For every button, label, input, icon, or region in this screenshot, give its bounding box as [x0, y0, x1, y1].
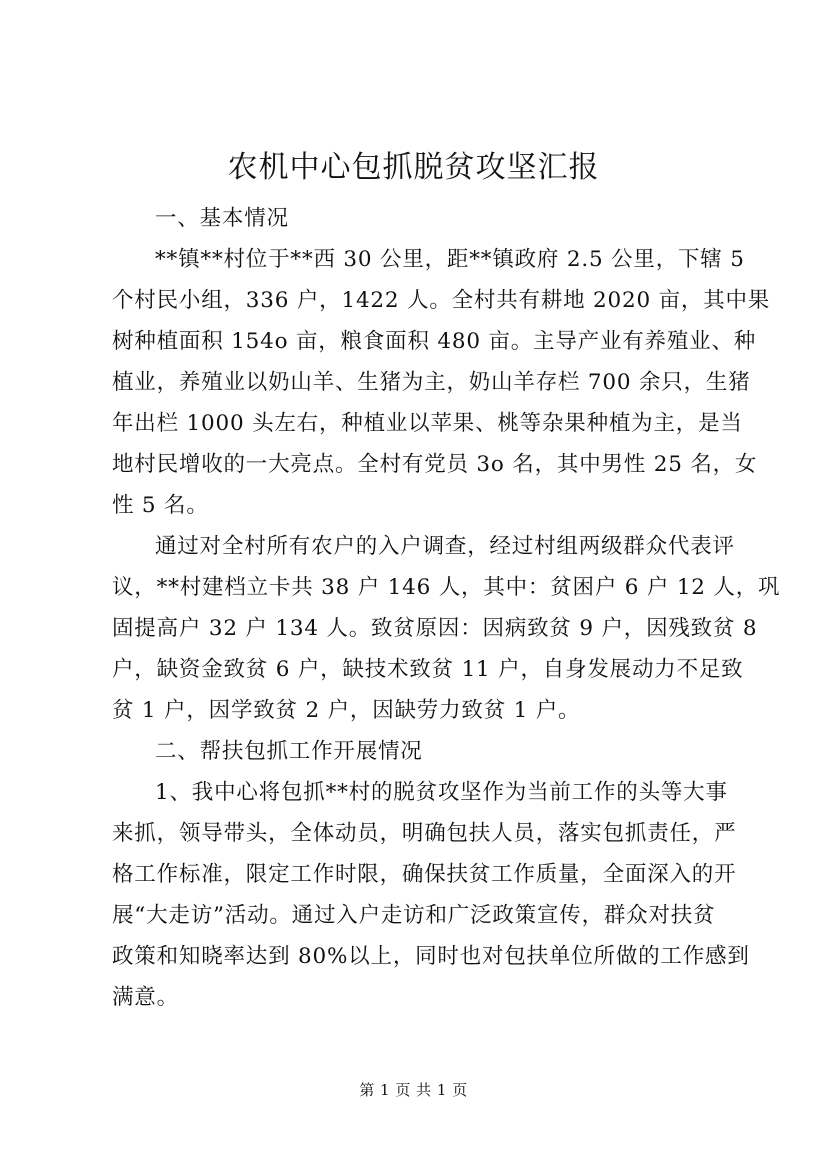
text-line: 展“大走访”活动。通过入户走访和广泛政策宣传，群众对扶贫 — [112, 903, 716, 928]
text-line: 通过对全村所有农户的入户调查，经过村组两级群众代表评 — [155, 534, 735, 559]
text-line: 格工作标准，限定工作时限，确保扶贫工作质量，全面深入的开 — [112, 862, 737, 887]
text-line: 户，缺资金致贫 6 户，缺技术致贫 11 户，自身发展动力不足致 — [112, 657, 744, 682]
text-line: 1、我中心将包抓**村的脱贫攻坚作为当前工作的头等大事 — [155, 780, 728, 805]
text-line: 地村民增收的一大亮点。全村有党员 3o 名，其中男性 25 名，女 — [112, 452, 758, 477]
text-line: 来抓，领导带头，全体动员，明确包扶人员，落实包抓责任，严 — [112, 821, 737, 846]
text-line: 固提高户 32 户 134 人。致贫原因：因病致贫 9 户，因残致贫 8 — [112, 616, 758, 641]
text-line: 一、基本情况 — [155, 206, 289, 231]
text-line: 议，**村建档立卡共 38 户 146 人，其中：贫困户 6 户 12 人，巩 — [112, 575, 781, 600]
text-line: 植业，养殖业以奶山羊、生猪为主，奶山羊存栏 700 余只，生猪 — [112, 370, 751, 395]
text-line: 满意。 — [112, 985, 179, 1010]
document-title: 农机中心包抓脱贫攻坚汇报 — [227, 150, 600, 185]
text-line: 树种植面积 154o 亩，粮食面积 480 亩。主导产业有养殖业、种 — [112, 329, 757, 354]
text-line: 年出栏 1000 头左右，种植业以苹果、桃等杂果种植为主，是当 — [112, 411, 743, 436]
text-line: 政策和知晓率达到 80%以上，同时也对包扶单位所做的工作感到 — [112, 944, 750, 969]
text-line: 贫 1 户，因学致贫 2 户，因缺劳力致贫 1 户。 — [112, 698, 581, 723]
page-footer: 第 1 页 共 1 页 — [359, 1081, 468, 1099]
document-body — [112, 198, 781, 1018]
text-line: 二、帮扶包抓工作开展情况 — [155, 739, 423, 764]
text-line: 性 5 名。 — [112, 493, 209, 518]
text-line: 个村民小组，336 户，1422 人。全村共有耕地 2020 亩，其中果 — [112, 288, 771, 313]
text-line: **镇**村位于**西 30 公里，距**镇政府 2.5 公里，下辖 5 — [155, 247, 745, 272]
